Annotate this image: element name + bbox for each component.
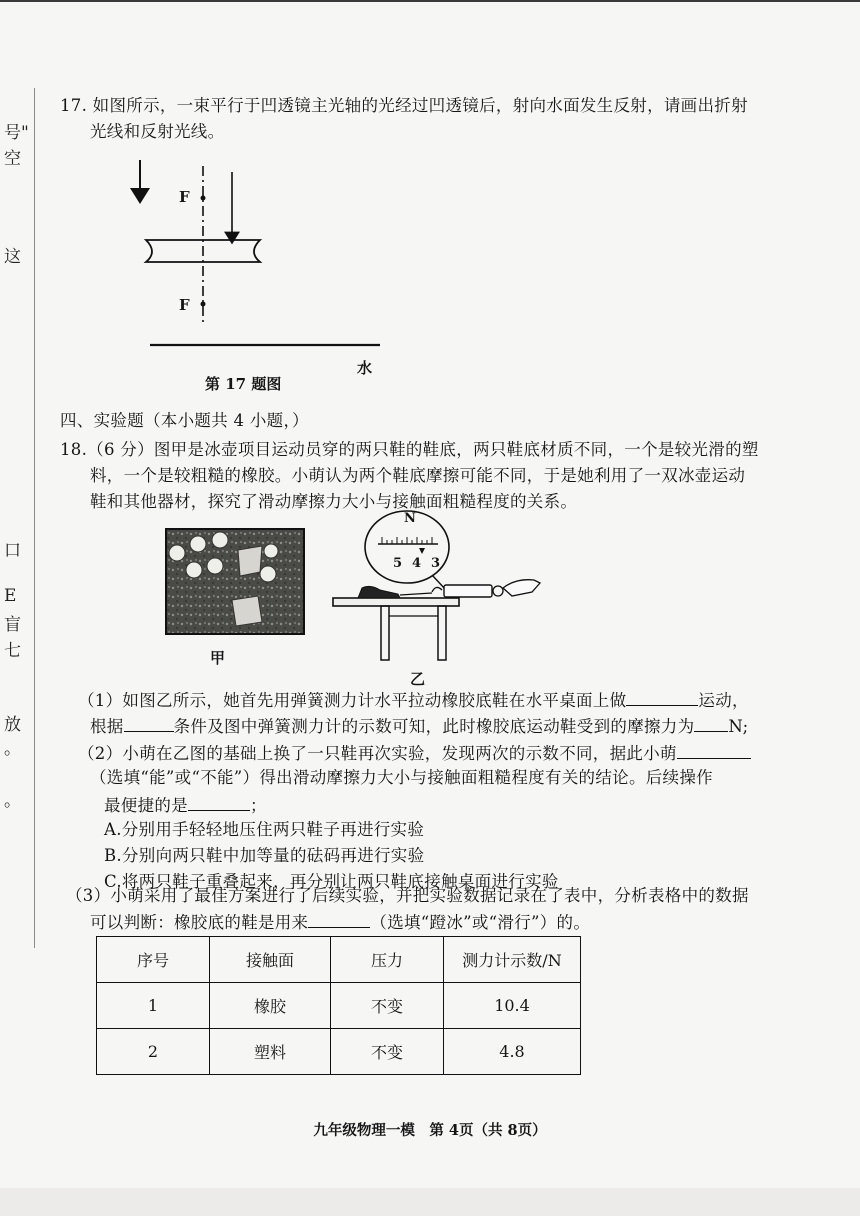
answer-blank-conclusion[interactable] — [677, 740, 751, 759]
q18-part1-text-e: N; — [728, 717, 749, 736]
q18-part1-text-c: 根据 — [90, 717, 124, 736]
margin-fragment: 这 — [4, 247, 21, 267]
table-cell: 4.8 — [444, 1029, 581, 1075]
answer-blank-condition[interactable] — [124, 713, 174, 732]
scan-bottom-band — [0, 1188, 860, 1216]
focus-label-top: F — [179, 188, 190, 206]
table-header-cell: 压力 — [331, 937, 444, 983]
section-title: 四、实验题（本小题共 4 小题，） — [60, 411, 309, 430]
table-cell: 不变 — [331, 1029, 444, 1075]
figure-b-caption: 乙 — [410, 670, 426, 688]
q18-part3-line2 — [90, 909, 590, 935]
margin-fragment: 口 — [4, 541, 21, 561]
answer-blank-motion[interactable] — [626, 687, 698, 706]
table-header-row — [97, 937, 581, 983]
dial-tick-label: 3 — [431, 556, 441, 571]
table-cell: 2 — [97, 1029, 210, 1075]
q17-stem-line2: 光线和反射光线。 — [90, 122, 225, 141]
dial-tick-label: 4 — [412, 556, 422, 571]
margin-fragment: E — [4, 586, 17, 606]
q18-part2-line2: （选填“能”或“不能”）得出滑动摩擦力大小与接触面粗糙程度有关的结论。后续操作 — [90, 768, 713, 787]
q18-part1-line2 — [90, 713, 748, 739]
data-table — [96, 936, 581, 1075]
q18-part1-text-d: 条件及图中弹簧测力计的示数可知，此时橡胶底运动鞋受到的摩擦力为 — [173, 717, 695, 736]
table-row — [97, 1029, 581, 1075]
margin-fragment: 号" — [4, 123, 29, 143]
q18-part1-text-a: （1）如图乙所示，她首先用弹簧测力计水平拉动橡胶底鞋在水平桌面上做 — [78, 691, 627, 710]
table-cell: 塑料 — [210, 1029, 331, 1075]
page-footer: 九年级物理一模 第 4页（共 8页） — [313, 1122, 547, 1139]
q18-stem-line1: 18.（6 分）图甲是冰壶项目运动员穿的两只鞋的鞋底，两只鞋底材质不同，一个是较光滑的塑 — [60, 440, 759, 459]
table-header-cell: 接触面 — [210, 937, 331, 983]
q18-stem-line2: 料，一个是较粗糙的橡胶。小萌认为两个鞋底摩擦可能不同，于是她利用了一双冰壶运动 — [90, 466, 746, 485]
dial-unit-label: N — [404, 511, 416, 526]
margin-fragment: 。 — [4, 739, 21, 759]
q18-part3-line1: （3）小萌采用了最佳方案进行了后续实验，并把实验数据记录在了表中，分析表格中的数据 — [66, 886, 749, 905]
q18-part2-text-b: 最便捷的是 — [104, 796, 188, 815]
option-c: C.将两只鞋子重叠起来，再分别让两只鞋底接触桌面进行实验 — [104, 872, 559, 891]
q18-part1-text-b: 运动， — [698, 691, 749, 710]
margin-fragment: 盲 — [4, 615, 21, 635]
margin-fragment: 空 — [4, 149, 21, 169]
q18-part3-text-b: （选填“蹬冰”或“滑行”）的。 — [370, 913, 591, 932]
table-cell: 10.4 — [444, 983, 581, 1029]
table-row — [97, 983, 581, 1029]
answer-blank-friction[interactable] — [694, 713, 728, 732]
answer-blank-operation[interactable] — [188, 792, 250, 811]
water-label: 水 — [357, 359, 373, 377]
table-cell: 橡胶 — [210, 983, 331, 1029]
margin-fragment: 七 — [4, 641, 21, 661]
q17-figure-caption: 第 17 题图 — [205, 375, 282, 393]
margin-fragment: 。 — [4, 791, 21, 811]
q18-part2-text-a: （2）小萌在乙图的基础上换了一只鞋再次实验，发现两次的示数不同，据此小萌 — [78, 744, 677, 763]
answer-blank-usage[interactable] — [308, 909, 370, 928]
figure-a-caption: 甲 — [210, 649, 226, 667]
table-cell: 1 — [97, 983, 210, 1029]
table-header-cell: 序号 — [97, 937, 210, 983]
q18-part1-line1 — [78, 687, 749, 713]
option-b: B.分别向两只鞋中加等量的砝码再进行实验 — [104, 846, 425, 865]
q18-stem-line3: 鞋和其他器材，探究了滑动摩擦力大小与接触面粗糙程度的关系。 — [90, 492, 578, 511]
q18-part2-text-c: ； — [250, 796, 267, 815]
table-cell: 不变 — [331, 983, 444, 1029]
margin-fragment: 放 — [4, 715, 21, 735]
dial-tick-label: 5 — [393, 556, 403, 571]
q18-part2-line3 — [104, 792, 267, 818]
q18-part2-line1 — [78, 740, 751, 766]
q18-part3-text-a: 可以判断：橡胶底的鞋是用来 — [90, 913, 309, 932]
table-header-cell: 测力计示数/N — [444, 937, 581, 983]
option-a: A.分别用手轻轻地压住两只鞋子再进行实验 — [104, 820, 425, 839]
focus-label-bottom: F — [179, 296, 190, 314]
q17-stem-line1: 17. 如图所示，一束平行于凹透镜主光轴的光经过凹透镜后，射向水面发生反射，请画出折射 — [60, 96, 748, 115]
